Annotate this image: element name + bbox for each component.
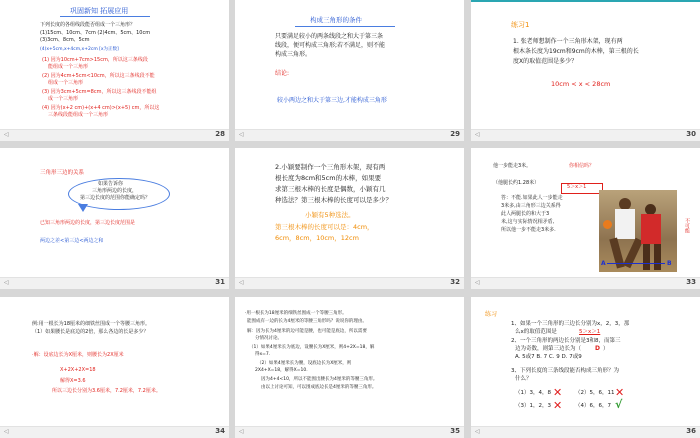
slide-number: 29 [450, 130, 460, 138]
slide-thumbnail-32[interactable] [235, 148, 464, 289]
answer-line: (1) 因为10cm+7cm>15cm，所以这三条线段 [42, 57, 148, 63]
conclusion-text: 较小两边之和大于第三边,才能构成三角形 [277, 97, 387, 104]
slide-number: 28 [215, 130, 225, 138]
slide-footer [235, 426, 464, 438]
slide-thumbnail-28[interactable] [0, 0, 229, 141]
answer-inline: 5＞x＞1 [579, 329, 601, 335]
question-line: 求第三根木棒的长度是偶数，小颖有几 [275, 185, 386, 193]
speaker-icon[interactable]: ◁ [4, 131, 9, 138]
bubble-text: 第三边长度的范围你能确定吗？ [80, 195, 151, 201]
option-item: （1）3，4，8 [515, 390, 551, 396]
slide-title: 构成三角形的条件 [310, 16, 362, 24]
equation-text: 5＞x＞1 [567, 184, 587, 190]
bubble-text: 三角形两边的长度， [92, 188, 138, 194]
question-text: 下列长度的各组线段能否组成一个三角形？ [40, 22, 136, 28]
bubble-text: 如果告诉你 [98, 181, 124, 187]
solution-line: 2X4+X=18，解得X=10. [255, 368, 308, 373]
slide-thumbnail-31[interactable] [0, 148, 229, 289]
speaker-icon[interactable]: ◁ [239, 279, 244, 286]
answer-line: 6cm，8cm，10cm，12cm [275, 234, 359, 242]
note-line: 两边之差<第三边<两边之和 [40, 238, 104, 244]
bubble-tail [78, 204, 88, 212]
question-line: 么x的取值范围是 [515, 329, 557, 335]
question-line: 根长度为8cm和5cm的木棒，如果要 [275, 174, 382, 182]
note-line: 已知三角形两边的长度，第三边长度范围是 [40, 220, 136, 226]
speaker-icon[interactable]: ◁ [475, 131, 480, 138]
speaker-icon[interactable]: ◁ [239, 428, 244, 435]
solution-line: ·解：设底边长为X厘米，则腰长为2X厘米 [32, 352, 124, 358]
question-line: 什么？ [515, 376, 532, 382]
speaker-icon[interactable]: ◁ [239, 131, 244, 138]
answer-line: (4) 因为(x+2 cm)+(x+4 cm)>(x+5) cm，所以这 [42, 105, 160, 111]
paragraph-line: 线段，便可构成三角形;若不满足，则不能 [275, 42, 386, 49]
question-line: 边为奇数，则第三边长为（ [515, 346, 582, 352]
solution-line: 因为4+4<10，所以不能围出腰长为4厘米的等腰三角形。 [261, 377, 378, 382]
answer-line: 成一个三角形 [48, 96, 79, 102]
slide-footer [471, 426, 700, 438]
answer-line: 此人两腿长的和大于3 [501, 211, 550, 217]
cross-mark-icon: ✕ [615, 386, 625, 399]
slide-thumbnail-29[interactable] [235, 0, 464, 141]
basketball-photo [599, 190, 677, 272]
paragraph-line: 只要满足较小的两条线段之和大于第三条 [275, 33, 384, 40]
slide-title: 练习1 [511, 21, 530, 29]
solution-line: （2）如果4厘米长为腰，设底边长为X厘米，则 [257, 361, 352, 366]
text-line: 他一步能走3米。 [493, 163, 532, 169]
answer-line: 3米多,由三角形三边关系得 [501, 203, 561, 209]
paragraph-line: 构成三角形。 [275, 51, 312, 58]
slide-footer [471, 277, 700, 289]
option-item: （4）6，6，7 [575, 403, 611, 409]
slide-title: 练习 [485, 311, 498, 318]
slide-thumbnail-30[interactable] [471, 0, 700, 141]
question-line: 能围成有一边的长为4厘米的等腰三角形吗？说说你的理由。 [247, 319, 367, 324]
solution-line: 所以三边长分别为3.6厘米，7.2厘米，7.2厘米。 [52, 388, 161, 394]
basketball-icon [603, 220, 612, 229]
slide-title: 巩固新知 拓展应用 [70, 7, 129, 15]
slide-footer [0, 277, 229, 289]
slide-number: 34 [215, 427, 225, 435]
solution-line: 解得X=3.6 [60, 378, 86, 384]
question-line: （1）如果腰长是底边的2倍，那么各边的长是多少？ [32, 329, 149, 335]
question-line: 2.小颖要制作一个三角形木架，现有两 [275, 163, 386, 171]
slide-footer [0, 426, 229, 438]
slide-thumbnail-35[interactable] [235, 297, 464, 438]
answer-line: (3) 因为3cm+5cm=8cm，所以这三条线段不能组 [42, 89, 157, 95]
answer-line: 小颖有5种选法。 [305, 211, 355, 219]
question-line: ·用一根长为18厘米的细铁丝围成一个等腰三角形。 [245, 311, 347, 316]
check-mark-icon: √ [615, 398, 623, 411]
speaker-icon[interactable]: ◁ [4, 428, 9, 435]
solution-line: 分情况讨论。 [255, 336, 282, 341]
slide-number: 31 [215, 278, 225, 286]
conclusion-label: 结论: [275, 70, 290, 77]
cross-mark-icon: ✕ [553, 386, 563, 399]
solution-line: 由以上讨论可知，可以围成底边长是4厘米的等腰三角形。 [261, 385, 377, 390]
slide-number: 36 [686, 427, 696, 435]
slide-footer [471, 129, 700, 141]
option-line: (3)3cm、8cm、5cm [40, 37, 90, 43]
answer-line: 能组成一个三角形 [48, 64, 89, 70]
slide-number: 33 [686, 278, 696, 286]
speaker-icon[interactable]: ◁ [475, 279, 480, 286]
slide-title: 三角形三边的关系 [40, 170, 85, 176]
question-line: 例:用一根长为18厘米的细铁丝围成一个等腰三角形。 [32, 321, 151, 327]
slide-footer [235, 277, 464, 289]
answer-range: 10cm < x < 28cm [551, 80, 611, 88]
option-item: （2）5，6，11 [575, 390, 615, 396]
option-item: （3）1，2，3 [515, 403, 551, 409]
slide-number: 35 [450, 427, 460, 435]
answer-line: 答：不能.如果此人一步能走 [501, 195, 563, 201]
answer-line: 三条线段能组成一个三角形 [48, 112, 109, 118]
answer-line: 所以他一步不能走3米多. [501, 227, 556, 233]
side-note: 不可能 [684, 218, 690, 233]
slide-thumbnail-36[interactable] [471, 297, 700, 438]
text-line: 你相信吗？ [569, 163, 595, 169]
point-label: A [601, 260, 606, 267]
answer-line: (2) 因为4cm+5cm<10cm，所以这三条线段不能 [42, 73, 155, 79]
answer-line: 米,这与实际情况相矛盾, [501, 219, 555, 225]
solution-line: 得x=7. [255, 352, 271, 357]
speaker-icon[interactable]: ◁ [4, 279, 9, 286]
question-line: 度X的取值范围是多少？ [513, 58, 578, 65]
option-line: (4)x+5cm,x+4cm,x+2cm [x为正数] [40, 47, 119, 52]
question-line: 1、如果一个三角形的三边长分别为x，2，3，那 [511, 321, 630, 327]
question-line: 2、一个三角形的两边长分别是3和8，而第三 [511, 338, 621, 344]
question-line: 3、下列长度的三条线段能否构成三角形？为 [511, 368, 620, 374]
slide-number: 32 [450, 278, 460, 286]
slide-number: 30 [686, 130, 696, 138]
slide-thumbnail-34[interactable] [0, 297, 229, 438]
slide-footer [235, 129, 464, 141]
question-line: 根木条长度为19cm和9cm的木棒，第三根的长 [513, 48, 639, 55]
answer-line: 组成一个三角形 [48, 80, 84, 86]
question-line: 种选法？第三根木棒的长度可以是多少？ [275, 196, 392, 204]
option-line: (1)15cm、10cm、7cm (2)4cm、5cm、10cm [40, 30, 151, 36]
solution-line: 解：因为长为4厘米的边可能是腰，也可能是底边，所以需要 [247, 329, 367, 334]
slide-thumbnail-33[interactable] [471, 148, 700, 289]
solution-line: X+2X+2X=18 [60, 367, 96, 373]
answer-line: 第三根木棒的长度可以是：4cm， [275, 223, 374, 231]
slide-footer [0, 129, 229, 141]
text-line: （他腿长约1.28米） [493, 180, 540, 186]
options-line: A. 5或7 B. 7 C. 9 D. 7或9 [515, 354, 582, 360]
question-line: 1. 张老师想制作一个三角形木架，现有两 [513, 38, 623, 45]
point-label: B [667, 260, 672, 267]
question-line: ） [603, 346, 609, 352]
cross-mark-icon: ✕ [553, 399, 563, 412]
answer-mark: D [595, 345, 600, 352]
speaker-icon[interactable]: ◁ [475, 428, 480, 435]
solution-line: （1）如果4厘米长为底边，设腰长为X厘米，则4+2X=18，解 [249, 345, 375, 350]
